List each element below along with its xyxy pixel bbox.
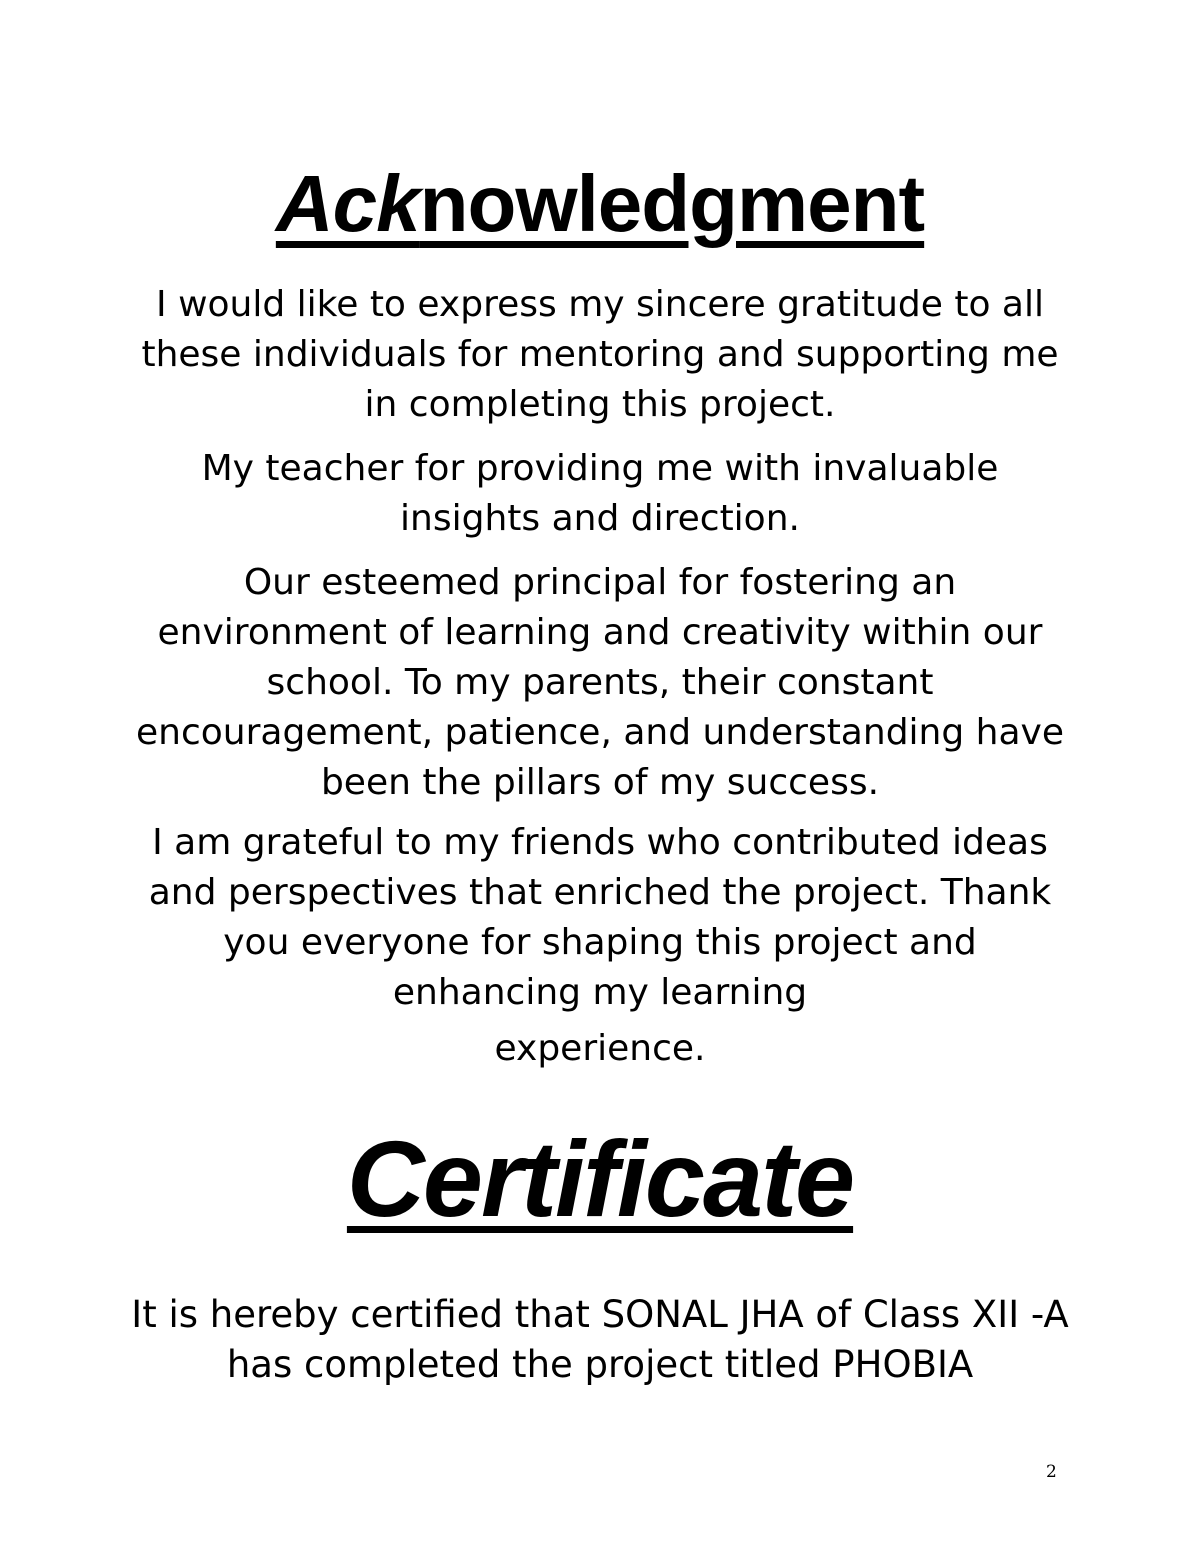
certificate-heading: Certificate [346,1118,854,1239]
acknowledgment-heading [0,160,1200,248]
acknowledgment-paragraph-4-text: I am grateful to my friends who contributed ideas and perspectives that enriched the project. Thank you everyone for shaping this project and enhancing my learning [148,822,1052,1013]
certificate-text: It is hereby certified that SONAL JHA of Class XII -A has completed the project titled PHOBIA [131,1293,1069,1386]
acknowledgment-heading-italic: Ack [275,159,420,248]
acknowledgment-paragraph-1: I would like to express my sincere gratitude to all these individuals for mentoring and supporting me in completing this project. [141,284,1093,425]
acknowledgment-paragraph-2: My teacher for providing me with invaluable insights and direction. [201,448,999,539]
acknowledgment-paragraph-4-last-line: experience. [494,1028,706,1069]
acknowledgment-paragraph-4 [130,818,1070,1074]
acknowledgment-paragraph-3: Our esteemed principal for fostering an environment of learning and creativity within our school. To my parents, their constant encouragement, patience, and understanding have been the pillars of my success. [136,562,1064,803]
acknowledgment-heading-rest: nowledgment [419,159,925,248]
page-number: 2 [1046,1462,1057,1482]
